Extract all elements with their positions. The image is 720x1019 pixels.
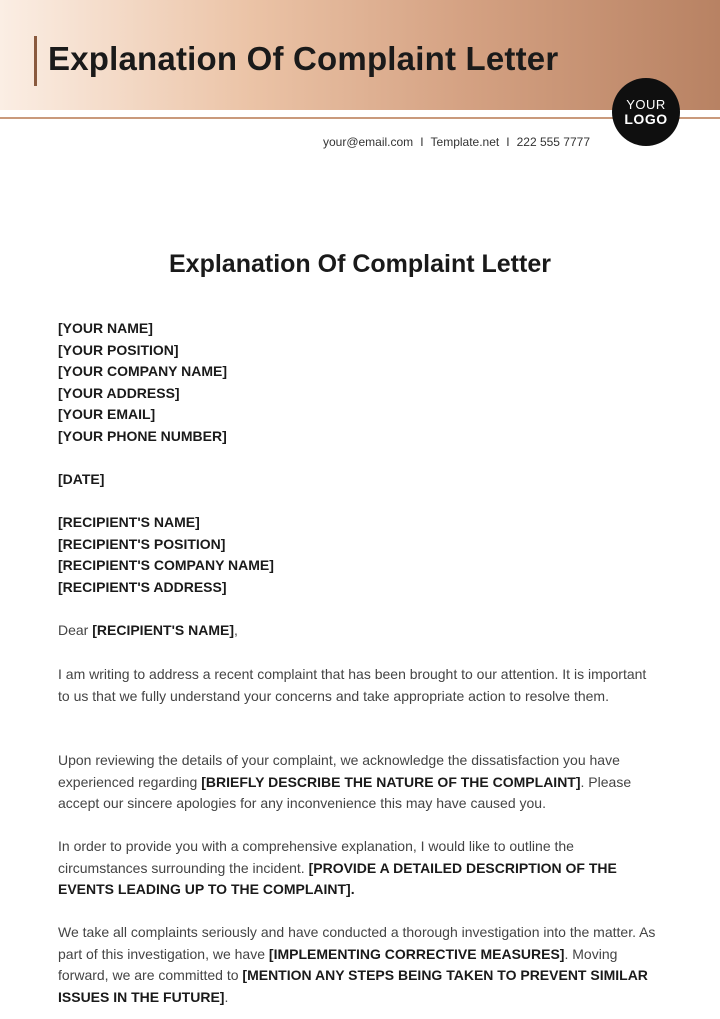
logo-text-bottom: LOGO (624, 111, 668, 127)
sender-address: [YOUR ADDRESS] (58, 384, 180, 401)
sender-company: [YOUR COMPANY NAME] (58, 363, 228, 379)
recipient-block (58, 512, 658, 598)
header-title: Explanation Of Complaint Letter (48, 40, 559, 77)
contact-phone: 222 555 7777 (516, 135, 590, 149)
placeholder-complaint-nature: [BRIEFLY DESCRIBE THE NATURE OF THE COMPLAINT] (201, 773, 581, 790)
sender-block (58, 318, 658, 447)
recipient-company: [RECIPIENT'S COMPANY NAME] (58, 557, 274, 573)
contact-line (323, 135, 590, 149)
salutation-name: [RECIPIENT'S NAME] (92, 622, 235, 638)
placeholder-prevention-steps: [MENTION ANY STEPS BEING TAKEN TO PREVENT SIMILAR ISSUES IN THE FUTURE] (58, 967, 648, 1005)
document-title: Explanation Of Complaint Letter (169, 250, 551, 278)
recipient-name: [RECIPIENT'S NAME] (58, 514, 200, 530)
sender-position: [YOUR POSITION] (58, 341, 179, 358)
company-logo (612, 78, 680, 146)
paragraph-explanation (58, 836, 658, 901)
salutation-suffix: , (234, 622, 238, 638)
paragraph-acknowledgement (58, 750, 658, 815)
sender-name: [YOUR NAME] (58, 320, 153, 336)
paragraph-text: We take all complaints seriously and have conducted a thorough investigation into the matter. As part of this investigation, we have (58, 924, 656, 962)
contact-email: your@email.com (322, 135, 414, 149)
recipient-position: [RECIPIENT'S POSITION] (58, 535, 226, 552)
contact-separator: I (506, 135, 510, 149)
placeholder-event-description: [PROVIDE A DETAILED DESCRIPTION OF THE EVENTS LEADING UP TO THE COMPLAINT]. (58, 859, 617, 897)
header-accent-bar (34, 36, 37, 86)
logo-text-top: YOUR (626, 97, 666, 112)
salutation-prefix: Dear (58, 622, 93, 638)
paragraph-text: . (224, 988, 229, 1005)
sender-email: [YOUR EMAIL] (58, 406, 156, 422)
paragraph-text: . Moving forward, we are committed to (58, 945, 618, 983)
paragraph-text: . Please accept our sincere apologies for any inconvenience this may have caused you. (58, 773, 632, 811)
salutation (58, 620, 658, 642)
sender-phone: [YOUR PHONE NUMBER] (58, 427, 227, 444)
recipient-address: [RECIPIENT'S ADDRESS] (58, 578, 227, 595)
paragraph-text: In order to provide you with a comprehensive explanation, I would like to outline the circumstances surrounding the incident. (58, 838, 574, 876)
placeholder-corrective-measures: [IMPLEMENTING CORRECTIVE MEASURES] (268, 945, 565, 962)
contact-separator: I (420, 135, 424, 149)
paragraph-intro: I am writing to address a recent complaint that has been brought to our attention. It is important to us that we fully understand your concerns and take appropriate action to resolve them. (58, 666, 647, 704)
contact-website: Template.net (430, 135, 500, 149)
paragraph-investigation (58, 922, 658, 1008)
date-line: [DATE] (58, 471, 105, 487)
paragraph-text: Upon reviewing the details of your complaint, we acknowledge the dissatisfaction you have experienced regarding (58, 752, 620, 790)
